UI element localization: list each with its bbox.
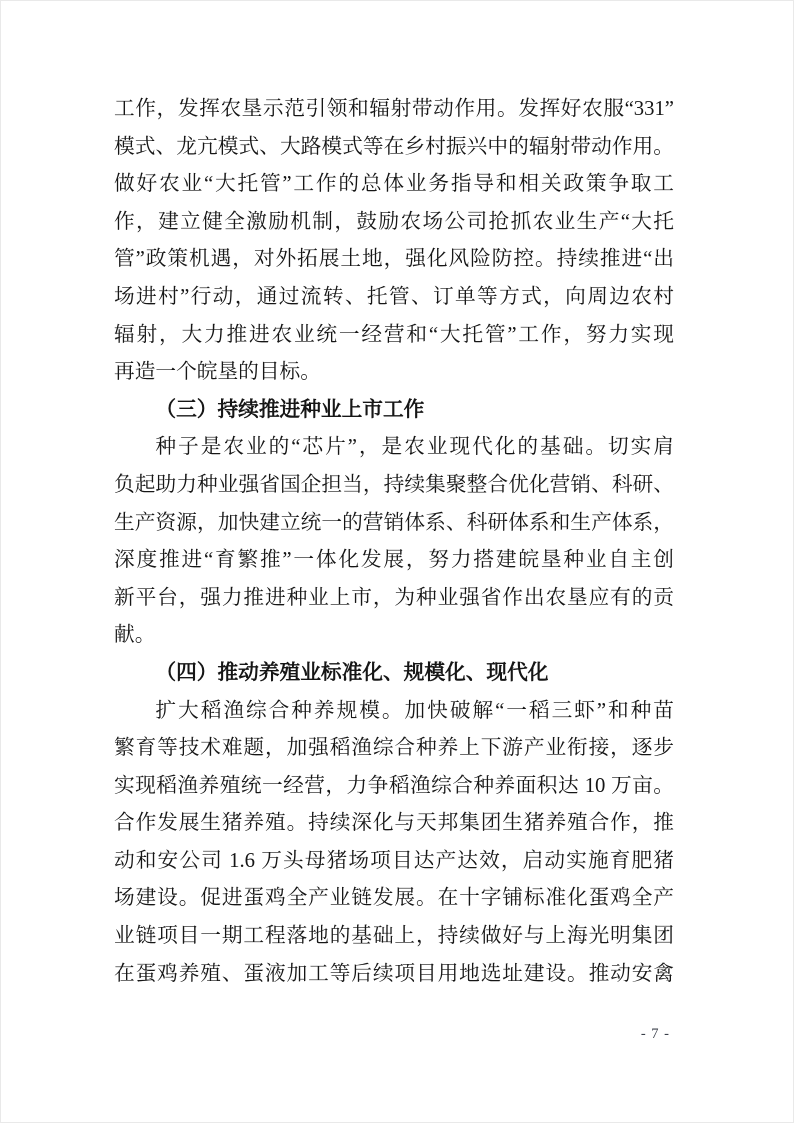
text-line: 作，建立健全激励机制，鼓励农场公司抢抓农业生产“大托 — [114, 210, 674, 233]
text-line: 实现稻渔养殖统一经营，力争稻渔综合种养面积达 10 万亩。 — [114, 774, 674, 797]
section-heading: （三）持续推进种业上市工作 — [155, 398, 425, 421]
text-line: 场进村”行动，通过流转、托管、订单等方式，向周边农村 — [114, 285, 674, 308]
text-line: 在蛋鸡养殖、蛋液加工等后续项目用地选址建设。推动安禽 — [114, 962, 674, 985]
page-number: - 7 - — [640, 1026, 670, 1042]
text-line: 工作，发挥农垦示范引领和辐射带动作用。发挥好农服“331” — [114, 98, 674, 120]
document-body — [114, 91, 674, 993]
text-line: 种子是农业的“芯片”，是农业现代化的基础。切实肩 — [155, 436, 674, 459]
text-line: 负起助力种业强省国企担当，持续集聚整合优化营销、科研、 — [114, 473, 674, 496]
section-heading: （四）推动养殖业标准化、规模化、现代化 — [155, 661, 549, 684]
text-line: 场建设。促进蛋鸡全产业链发展。在十字铺标准化蛋鸡全产 — [114, 887, 674, 910]
text-line: 新平台，强力推进种业上市，为种业强省作出农垦应有的贡 — [114, 586, 674, 609]
text-line: 模式、龙亢模式、大路模式等在乡村振兴中的辐射带动作用。 — [114, 135, 674, 158]
text-line: 生产资源，加快建立统一的营销体系、科研体系和生产体系， — [114, 511, 674, 534]
text-line: 繁育等技术难题，加强稻渔综合种养上下游产业衔接，逐步 — [114, 737, 674, 760]
text-line: 扩大稻渔综合种养规模。加快破解“一稻三虾”和种苗 — [155, 699, 674, 722]
text-line: 深度推进“育繁推”一体化发展，努力搭建皖垦种业自主创 — [114, 549, 674, 572]
text-line: 合作发展生猪养殖。持续深化与天邦集团生猪养殖合作，推 — [114, 812, 674, 835]
text-line: 辐射，大力推进农业统一经营和“大托管”工作，努力实现 — [114, 323, 674, 346]
text-line: 管”政策机遇，对外拓展土地，强化风险防控。持续推进“出 — [114, 248, 674, 271]
text-line: 做好农业“大托管”工作的总体业务指导和相关政策争取工 — [114, 173, 674, 196]
text-line: 再造一个皖垦的目标。 — [114, 361, 321, 384]
text-line: 动和安公司 1.6 万头母猪场项目达产达效，启动实施育肥猪 — [114, 849, 674, 872]
text-line: 业链项目一期工程落地的基础上，持续做好与上海光明集团 — [114, 925, 674, 948]
text-line: 献。 — [114, 624, 156, 647]
